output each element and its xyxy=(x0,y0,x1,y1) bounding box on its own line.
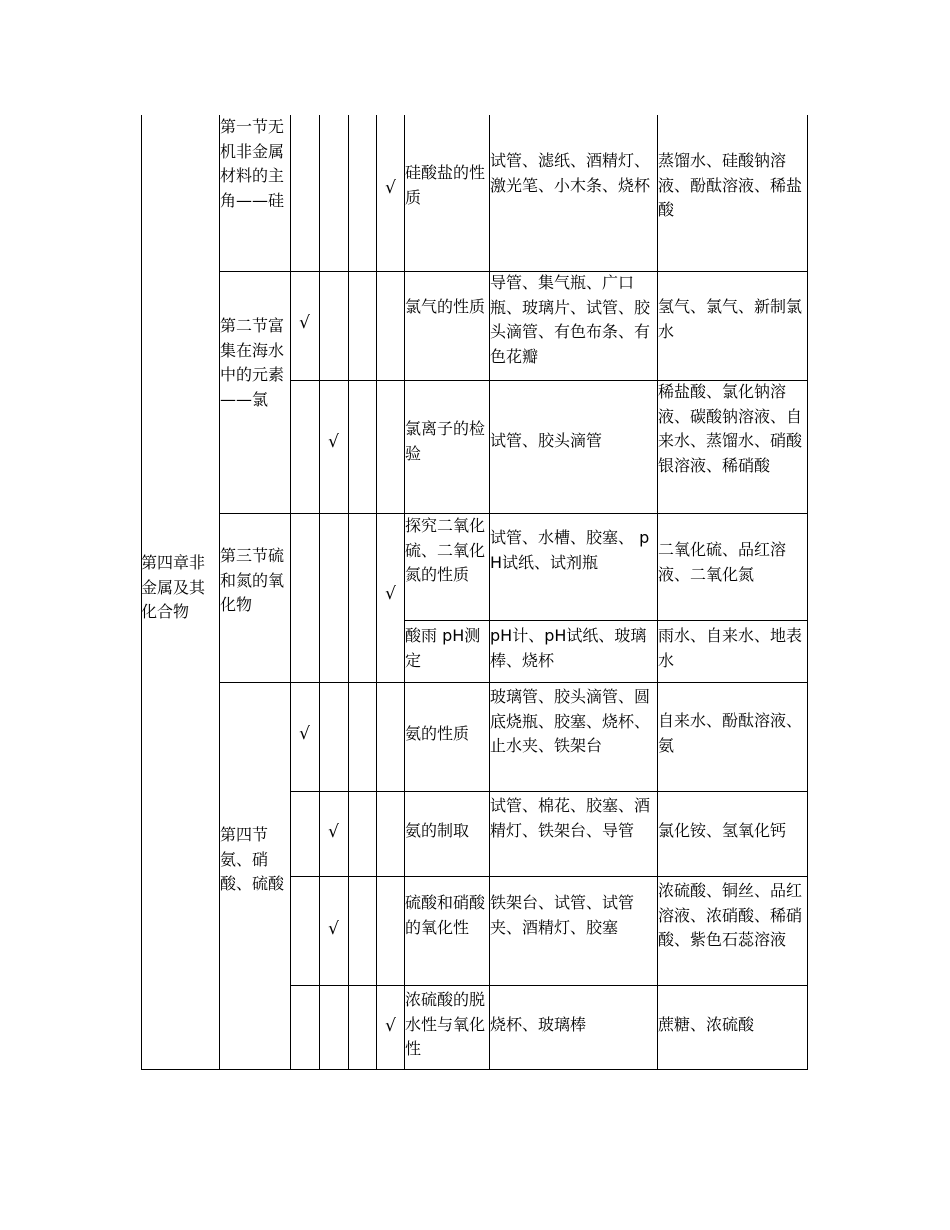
experiment-name: 硫酸和硝酸的氧化性 xyxy=(405,893,486,937)
column-divider xyxy=(348,115,349,1070)
instruments-cell: 导管、集气瓶、广口瓶、玻璃片、试管、胶头滴管、有色布条、有色花瓣 xyxy=(490,273,651,366)
check-mark: √ xyxy=(328,822,339,842)
reagents-cell: 氯化铵、氢氧化钙 xyxy=(658,821,787,840)
check-mark: √ xyxy=(299,313,310,333)
reagents-cell: 雨水、自来水、地表水 xyxy=(658,626,803,670)
reagents-cell: 蔗糖、浓硫酸 xyxy=(658,1015,755,1034)
check-mark: √ xyxy=(328,919,339,939)
reagents-cell: 浓硫酸、铜丝、品红溶液、浓硝酸、稀硝酸、紫色石蕊溶液 xyxy=(658,881,803,949)
section-label: 第四节氨、硝酸、硫酸 xyxy=(220,825,285,893)
experiment-name: 探究二氧化硫、二氧化氮的性质 xyxy=(405,516,486,584)
reagents-cell: 二氧化硫、品红溶液、二氧化氮 xyxy=(658,540,787,584)
table-border-right xyxy=(807,115,808,1070)
section-label: 第二节富集在海水中的元素——氯 xyxy=(220,316,285,409)
experiment-name: 氯气的性质 xyxy=(405,297,486,316)
row-divider xyxy=(219,682,808,683)
experiment-name: 氯离子的检验 xyxy=(405,419,486,463)
check-mark: √ xyxy=(385,1016,396,1036)
row-divider xyxy=(219,513,808,514)
chapter-label: 第四章非金属及其化合物 xyxy=(141,553,206,621)
table-border-bottom xyxy=(141,1069,808,1070)
experiment-name: 氨的制取 xyxy=(405,821,470,840)
section-label: 第三节硫和氮的氧化物 xyxy=(220,546,285,614)
section-label: 第一节无机非金属材料的主角——硅 xyxy=(220,117,285,210)
reagents-cell: 自来水、酚酞溶液、氨 xyxy=(658,711,803,755)
instruments-cell: pH计、pH试纸、玻璃棒、烧杯 xyxy=(490,626,647,670)
reagents-cell: 氢气、氯气、新制氯水 xyxy=(658,297,803,341)
reagents-cell: 蒸馏水、硅酸钠溶液、酚酞溶液、稀盐酸 xyxy=(658,151,803,219)
experiment-name: 酸雨 pH测定 xyxy=(405,626,481,670)
row-divider xyxy=(404,620,808,621)
column-divider xyxy=(290,115,291,1070)
check-mark: √ xyxy=(385,178,396,198)
check-mark: √ xyxy=(299,724,310,744)
experiment-name: 浓硫酸的脱水性与氧化性 xyxy=(405,990,486,1058)
experiment-name: 氨的性质 xyxy=(405,724,470,743)
instruments-cell: 铁架台、试管、试管夹、酒精灯、胶塞 xyxy=(490,893,635,937)
row-divider xyxy=(290,791,808,792)
instruments-cell: 玻璃管、胶头滴管、圆底烧瓶、胶塞、烧杯、止水夹、铁架台 xyxy=(490,687,651,755)
row-divider xyxy=(290,985,808,986)
reagents-cell: 稀盐酸、氯化钠溶液、碳酸钠溶液、自来水、蒸馏水、硝酸银溶液、稀硝酸 xyxy=(658,382,803,475)
experiment-name: 硅酸盐的性质 xyxy=(405,163,486,207)
instruments-cell: 烧杯、玻璃棒 xyxy=(490,1015,587,1034)
instruments-cell: 试管、滤纸、酒精灯、激光笔、小木条、烧杯 xyxy=(490,151,651,195)
check-mark: √ xyxy=(328,432,339,452)
instruments-cell: 试管、水槽、胶塞、 pH试纸、试剂瓶 xyxy=(490,528,650,572)
instruments-cell: 试管、胶头滴管 xyxy=(490,431,603,450)
row-divider xyxy=(290,876,808,877)
check-mark: √ xyxy=(385,584,396,604)
instruments-cell: 试管、棉花、胶塞、酒精灯、铁架台、导管 xyxy=(490,796,651,840)
